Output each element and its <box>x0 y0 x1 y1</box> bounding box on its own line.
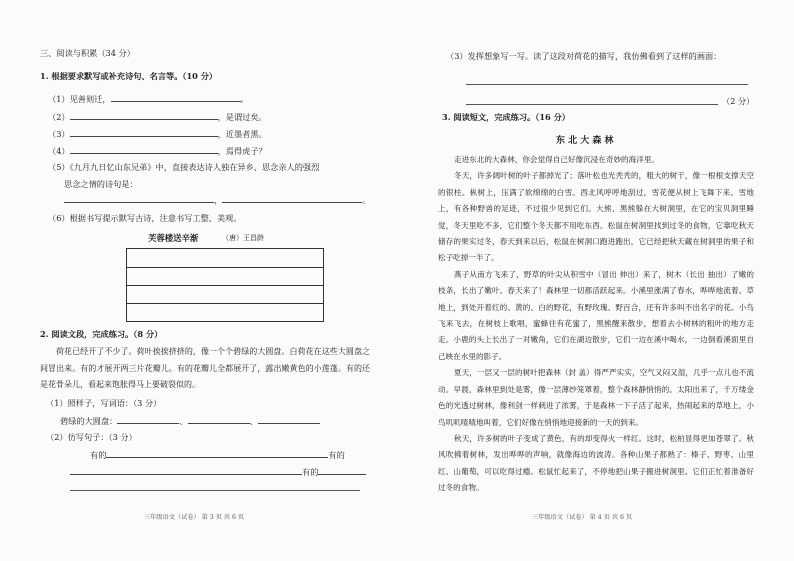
q1-item-5-line2: 思念之情的诗句是： <box>64 179 138 189</box>
answer-blank[interactable] <box>106 448 328 458</box>
q1-item-5-answer: ， 。 <box>64 193 370 206</box>
answer-blank[interactable] <box>70 110 218 120</box>
article-paragraph: 秋天，许多树的叶子变成了黄色，有的却变得火一样红。这时，松柏显得更加苍翠了。秋风吹拂着树林，发出哗哗的声响，就像海边的波涛。各种山果子都熟了：榛子、野枣、山里红、山葡萄，可以吃得过瘾。松鼠忙起来了，不停地把山果子搬进树洞里。它们正忙着准备好过冬的食物。 <box>438 433 754 493</box>
article-paragraph: 燕子从南方飞来了，野草的叶尖从积雪中（冒出 伸出）来了，树木（长出 抽出）了嫩的枝条，长出了嫩叶。春天来了！森林里一切都活跃起来。小溪里涨满了春水，哗哗地流着。草地上，到处开着红的、黄的、白的野花，有野玫瑰、野百合，还有许多叫不出名字的花。小鸟飞来飞去，在树枝上歌唱，蜜蜂往有花蜜了，黑熊醒来散步，想着去小树林的粗叶的地方走走。小鹿的头上长出了一对嫩角，它们在湖边散步，它们一边在溪中喝水，一边倒看溪面里自己映在水里的影子。 <box>438 269 754 361</box>
q2-imitation-line1: 有的 有的 <box>90 450 345 460</box>
answer-blank[interactable] <box>188 414 250 424</box>
poem-title: 芙蓉楼送辛渐 <box>148 233 199 243</box>
article-paragraph: 走进东北的大森林，你会觉得自己好像沉浸在奇妙的海洋里。 <box>454 155 660 164</box>
page-4 <box>438 0 754 561</box>
answer-line[interactable] <box>466 84 748 85</box>
q1-item-5-line1: （5）《九月九日忆山东兄弟》中，直接表达诗人独在异乡、思念亲人的强烈 <box>48 162 320 172</box>
poem-author: （唐）王昌龄 <box>222 234 264 242</box>
q2-passage: 荷花已经开了不少了。荷叶挨挨挤挤的，像一个个碧绿的大圆盘。白荷花在这些大圆盘之间冒出来。有的才展开两三片花瓣儿。有的花瓣儿全都展开了，露出嫩黄色的小莲蓬。有的还是花骨朵儿，看起来饱胀得马上要破裂似的。 <box>40 347 370 390</box>
writing-grid[interactable] <box>126 248 324 322</box>
page-footer: 三年级语文（试卷） 第 4 页 共 6 页 <box>532 514 633 521</box>
answer-line[interactable] <box>466 104 718 105</box>
answer-blank[interactable] <box>70 144 218 154</box>
q2-imitation-line2: 有的 <box>70 465 366 478</box>
answer-blank[interactable] <box>222 193 362 203</box>
q3-prompt: （3）发挥想象写一写。读了这段对荷花的描写，我仿佛看到了这样的画面： <box>446 51 722 61</box>
q1-item-3: （3） ，近墨者黑。 <box>48 129 267 139</box>
q2-sub2: （2）仿写句子：（3 分） <box>46 432 137 442</box>
answer-blank[interactable] <box>318 465 366 475</box>
answer-blank[interactable] <box>70 127 218 137</box>
answer-blank[interactable] <box>258 414 320 424</box>
answer-blank[interactable] <box>70 465 302 475</box>
answer-blank[interactable] <box>64 193 214 203</box>
q2-title: 2. 阅读文段，完成练习。（8 分） <box>40 329 163 339</box>
article-paragraph: 冬天，许多阔叶树的叶子都掉光了；落叶松也光秃秃的，粗大的树干，像一根根支撑天空的银柱。枞树上，压满了软绵绵的白雪。西北风呼呼地刮过，雪花便从树上飞舞下来。雪地上，有各种野兽的足迹，不过很少见到它们。大熊、黑熊躲在大树洞里，在它的宝贝洞里睡觉，冬天里吃不多，它们整个冬天都不用吃东西。松鼠在树洞里找到过冬的食物，它靠吃秋天储存的果实过冬，春天到来以后，松鼠在树洞口跑进跑出，它已经把秋天藏在树洞里的果子和松子吃掉一半了。 <box>438 171 754 263</box>
q2-sub1: （1）照样子，写词语：（3 分） <box>46 398 162 408</box>
article-body <box>438 152 754 497</box>
reading-title: 3. 阅读短文，完成练习。（16 分） <box>442 112 570 122</box>
q1-item-1: （1）见善则迁， 。 <box>48 94 249 104</box>
q3-score: （2 分） <box>722 96 755 106</box>
article-title: 东 北 大 森 林 <box>556 136 614 146</box>
answer-blank[interactable] <box>111 92 241 102</box>
answer-blank[interactable] <box>117 414 179 424</box>
q1-item-4: （4） ，焉得虎子？ <box>48 146 267 156</box>
q1-title: 1. 根据要求默写或补充诗句、名言等。（10 分） <box>40 71 218 81</box>
q2-example: 碧绿的大圆盘： 、 、 <box>60 414 320 427</box>
answer-line[interactable] <box>70 490 360 491</box>
q1-item-2: （2） ，是谓过矣。 <box>48 112 267 122</box>
section-title: 三、阅读与积累（34 分） <box>40 48 135 58</box>
q1-item-6: （6）根据书写提示默写古诗，注意书写工整、美观。 <box>48 213 242 223</box>
article-paragraph: 夏天，一层又一层的树叶把森林（封 盖）得严严实实，空气又闷又湿，几乎一点儿也不流动。早晨，森林里到处是雾，像一层薄纱笼罩着，整个森林静悄悄的。太阳出来了，千万缕金色的光透过树林，像利剑一样刺进了浓雾，于是森林一下子活了起来，热闹起来的草地上，小鸟叽叽喳喳地叫着，它们好像在悄悄地迎接新的一天的到来。 <box>438 368 754 427</box>
page-3 <box>40 0 392 561</box>
page-footer: 三年级语文（试卷） 第 3 页 共 6 页 <box>144 514 245 521</box>
